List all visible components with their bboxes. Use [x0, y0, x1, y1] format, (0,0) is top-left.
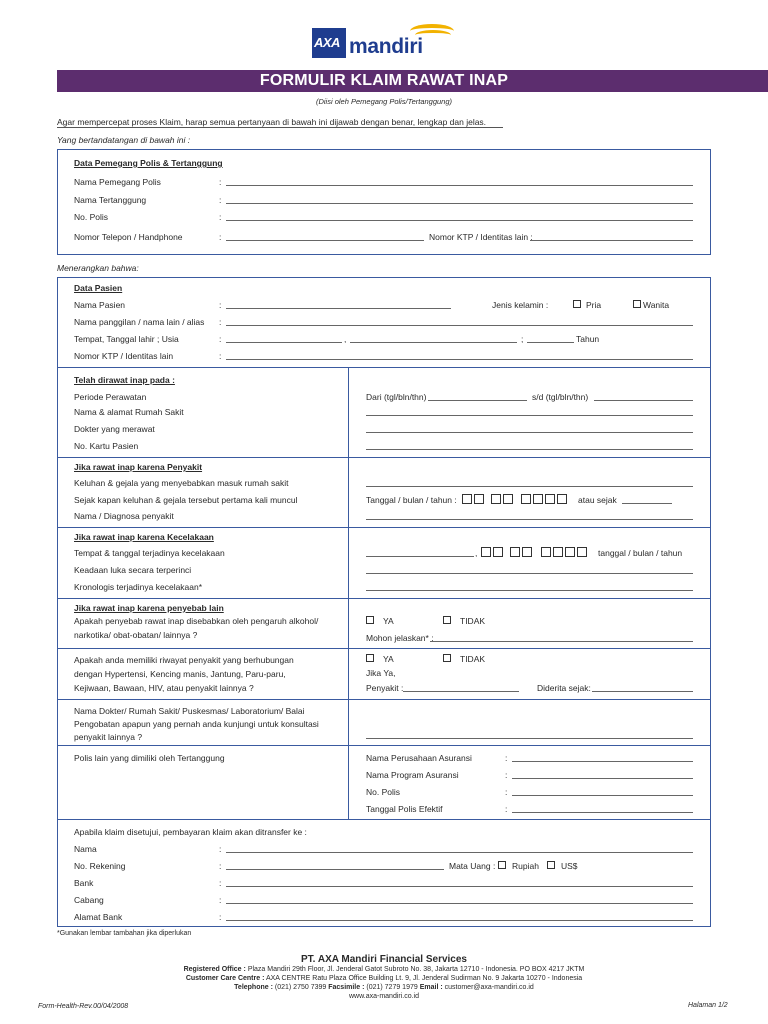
divider — [57, 127, 503, 128]
axa-logo-text: AXA — [314, 35, 340, 50]
field-label: Nama Pasien — [74, 300, 126, 310]
yes-label: YA — [383, 616, 394, 626]
complaint-input[interactable] — [366, 486, 693, 487]
company-name: PT. AXA Mandiri Financial Services — [301, 954, 467, 965]
alias-input[interactable] — [226, 325, 693, 326]
injury-input[interactable] — [366, 573, 693, 574]
cause-section-title: Jika rawat inap karena penyebab lain — [74, 603, 224, 613]
gender-label: Jenis kelamin : — [492, 300, 549, 310]
explain-input[interactable] — [430, 641, 693, 642]
row-divider — [57, 819, 711, 820]
logo-wave — [415, 30, 451, 40]
phone-input[interactable] — [226, 240, 424, 241]
age-unit: Tahun — [576, 334, 600, 344]
field-label: Tempat, Tanggal lahir ; Usia — [74, 334, 179, 344]
form-revision: Form-Health-Rev.00/04/2008 — [38, 1003, 129, 1010]
month-box[interactable] — [510, 547, 520, 557]
month-box[interactable] — [491, 494, 501, 504]
bank-name-input[interactable] — [226, 886, 693, 887]
chronology-input[interactable] — [366, 590, 693, 591]
year-box[interactable] — [577, 547, 587, 557]
effective-date-input[interactable] — [512, 812, 693, 813]
field-label: Alamat Bank — [74, 912, 123, 922]
currency-rupiah-checkbox[interactable] — [498, 861, 506, 869]
currency-usd-checkbox[interactable] — [547, 861, 555, 869]
birthplace-input[interactable] — [226, 342, 342, 343]
doctor-visits-input[interactable] — [366, 738, 693, 739]
gender-female-label: Wanita — [643, 300, 670, 310]
since-label: atau sejak — [578, 495, 617, 505]
question-text: Apakah penyebab rawat inap disebabkan oleh pengaruh alkohol/ — [74, 616, 319, 626]
doctor-input[interactable] — [366, 432, 693, 433]
row-divider — [57, 699, 711, 700]
patient-card-input[interactable] — [366, 449, 693, 450]
policy-holder-name-input[interactable] — [226, 185, 693, 186]
field-label: Keadaan luka secara terperinci — [74, 565, 192, 575]
form-subtitle: (Diisi oleh Pemegang Polis/Tertanggung) — [315, 97, 453, 106]
bank-intro: Apabila klaim disetujui, pembayaran klaim akan ditransfer ke : — [74, 827, 307, 837]
question-text: Apakah anda memiliki riwayat penyakit yang berhubungan — [74, 655, 294, 665]
question-text: Kejiwaan, Bawaan, HIV, atau penyakit lainnya ? — [74, 683, 254, 693]
hospital-section-title: Telah dirawat inap pada : — [74, 375, 175, 385]
age-input[interactable] — [527, 342, 574, 343]
field-label: Nama Program Asuransi — [366, 770, 459, 780]
field-label: No. Kartu Pasien — [74, 441, 139, 451]
gender-male-checkbox[interactable] — [573, 300, 581, 308]
illness-section-title: Jika rawat inap karena Penyakit — [74, 462, 203, 472]
field-label: Keluhan & gejala yang menyebabkan masuk rumah sakit — [74, 478, 289, 488]
insurer-name-input[interactable] — [512, 761, 693, 762]
hospital-name-input[interactable] — [366, 415, 693, 416]
row-divider — [57, 527, 711, 528]
field-label: Tempat & tanggal terjadinya kecelakaan — [74, 548, 225, 558]
patient-section-title: Data Pasien — [74, 283, 123, 293]
accident-date-label: tanggal / bulan / tahun — [598, 548, 683, 558]
program-name-input[interactable] — [512, 778, 693, 779]
account-name-input[interactable] — [226, 852, 693, 853]
customer-care: Customer Care Centre : AXA CENTRE Ratu Plaza Office Building Lt. 9, Jl. Jenderal Sudirman No. 9 Jakarta 10270 - Indonesia — [185, 975, 583, 982]
month-box[interactable] — [522, 547, 532, 557]
row-divider — [57, 648, 711, 649]
cause-yes-checkbox[interactable] — [366, 616, 374, 624]
period-to-input[interactable] — [594, 400, 693, 401]
field-label: Cabang — [74, 895, 104, 905]
disease-label: Penyakit : — [366, 683, 404, 693]
birthdate-input[interactable] — [350, 342, 517, 343]
gender-female-checkbox[interactable] — [633, 300, 641, 308]
disease-input[interactable] — [403, 691, 519, 692]
field-label: Nama Perusahaan Asuransi — [366, 753, 472, 763]
year-box[interactable] — [521, 494, 531, 504]
row-divider — [57, 598, 711, 599]
insured-name-input[interactable] — [226, 203, 693, 204]
undersigned-label: Yang bertandatangan di bawah ini : — [57, 135, 191, 145]
website-link[interactable]: www.axa-mandiri.co.id — [348, 993, 420, 1000]
other-policy-label: Polis lain yang dimiliki oleh Tertanggung — [74, 753, 225, 763]
bank-address-input[interactable] — [226, 920, 693, 921]
field-label: No. Rekening — [74, 861, 126, 871]
month-box[interactable] — [503, 494, 513, 504]
year-box[interactable] — [553, 547, 563, 557]
email-link[interactable]: customer@axa-mandiri.co.id — [444, 984, 534, 991]
currency-rupiah-label: Rupiah — [512, 861, 539, 871]
question-text: penyakit lainnya ? — [74, 732, 143, 742]
field-label: Nomor KTP / Identitas lain — [74, 351, 174, 361]
field-label: Bank — [74, 878, 94, 888]
if-yes-label: Jika Ya, — [366, 668, 396, 678]
period-to-label: s/d (tgl/bln/thn) — [532, 392, 589, 402]
field-label: Nama panggilan / nama lain / alias — [74, 317, 205, 327]
cause-no-checkbox[interactable] — [443, 616, 451, 624]
no-label: TIDAK — [460, 616, 486, 626]
ktp-label: Nomor KTP / Identitas lain : — [429, 232, 533, 242]
registered-office: Registered Office : Plaza Mandiri 29th Floor, Jl. Jenderal Gatot Subroto No. 38, Jakarta 12710 - Indonesia. PO BOX 4217 JKTM — [183, 966, 585, 973]
accident-place-input[interactable] — [366, 556, 474, 557]
question-text: dengan Hypertensi, Kencing manis, Jantung, Paru-paru, — [74, 669, 286, 679]
yes-label: YA — [383, 654, 394, 664]
date-box[interactable] — [462, 494, 472, 504]
history-no-checkbox[interactable] — [443, 654, 451, 662]
footnote: *Gunakan lembar tambahan jika diperlukan — [57, 930, 192, 937]
states-label: Menerangkan bahwa: — [57, 263, 139, 273]
date-box[interactable] — [474, 494, 484, 504]
contact-line: Telephone : (021) 2750 7399 Facsimile : (021) 7279 1979 Email : customer@axa-mandiri.co.id — [234, 984, 534, 991]
question-text: narkotika/ obat-obatan/ lainnya ? — [74, 630, 198, 640]
year-box[interactable] — [541, 547, 551, 557]
field-label: No. Polis — [74, 212, 109, 222]
field-label: Tanggal Polis Efektif — [366, 804, 443, 814]
date-box[interactable] — [493, 547, 503, 557]
history-yes-checkbox[interactable] — [366, 654, 374, 662]
mandiri-logo-text: mandiri — [349, 35, 423, 58]
date-label: Tanggal / bulan / tahun : — [366, 495, 457, 505]
accident-section-title: Jika rawat inap karena Kecelakaan — [74, 532, 214, 542]
question-text: Nama Dokter/ Rumah Sakit/ Puskesmas/ Laboratorium/ Balai — [74, 706, 305, 716]
explain-label: Mohon jelaskan* : — [366, 633, 434, 643]
no-label: TIDAK — [460, 654, 486, 664]
holder-section-title: Data Pemegang Polis & Tertanggung — [74, 158, 223, 168]
since-input[interactable] — [622, 503, 672, 504]
year-box[interactable] — [565, 547, 575, 557]
field-label: No. Polis — [366, 787, 401, 797]
field-label: Nama & alamat Rumah Sakit — [74, 407, 184, 417]
question-text: Pengobatan apapun yang pernah anda kunjungi untuk konsultasi — [74, 719, 319, 729]
field-label: Nomor Telepon / Handphone — [74, 232, 183, 242]
patient-ktp-input[interactable] — [226, 359, 693, 360]
patient-name-input[interactable] — [226, 308, 451, 309]
axa-mandiri-logo — [312, 22, 462, 62]
gender-male-label: Pria — [586, 300, 602, 310]
other-policy-number-input[interactable] — [512, 795, 693, 796]
date-box[interactable] — [481, 547, 491, 557]
field-label: Sejak kapan keluhan & gejala tersebut pertama kali muncul — [74, 495, 298, 505]
diagnosis-input[interactable] — [366, 519, 693, 520]
period-from-label: Dari (tgl/bln/thn) — [366, 392, 427, 402]
disease-since-input[interactable] — [592, 691, 693, 692]
field-label: Nama Tertanggung — [74, 195, 147, 205]
field-label: Dokter yang merawat — [74, 424, 155, 434]
ktp-input[interactable] — [530, 240, 693, 241]
field-label: Nama — [74, 844, 97, 854]
year-box[interactable] — [545, 494, 555, 504]
since-label: Diderita sejak: — [537, 683, 591, 693]
field-label: Nama Pemegang Polis — [74, 177, 161, 187]
branch-input[interactable] — [226, 903, 693, 904]
year-box[interactable] — [533, 494, 543, 504]
row-divider — [57, 367, 711, 368]
form-title: FORMULIR KLAIM RAWAT INAP — [259, 72, 509, 89]
period-from-input[interactable] — [428, 400, 527, 401]
account-number-input[interactable] — [226, 869, 444, 870]
currency-usd-label: US$ — [561, 861, 578, 871]
page-number: Halaman 1/2 — [688, 1002, 728, 1009]
policy-number-input[interactable] — [226, 220, 693, 221]
field-label: Nama / Diagnosa penyakit — [74, 511, 174, 521]
currency-label: Mata Uang : — [449, 861, 496, 871]
column-divider — [348, 367, 349, 819]
row-divider — [57, 745, 711, 746]
year-box[interactable] — [557, 494, 567, 504]
field-label: Kronologis terjadinya kecelakaan* — [74, 582, 203, 592]
row-divider — [57, 457, 711, 458]
field-label: Periode Perawatan — [74, 392, 147, 402]
intro-text: Agar mempercepat proses Klaim, harap semua pertanyaan di bawah ini dijawab dengan benar, lengkap dan jelas. — [57, 117, 487, 127]
